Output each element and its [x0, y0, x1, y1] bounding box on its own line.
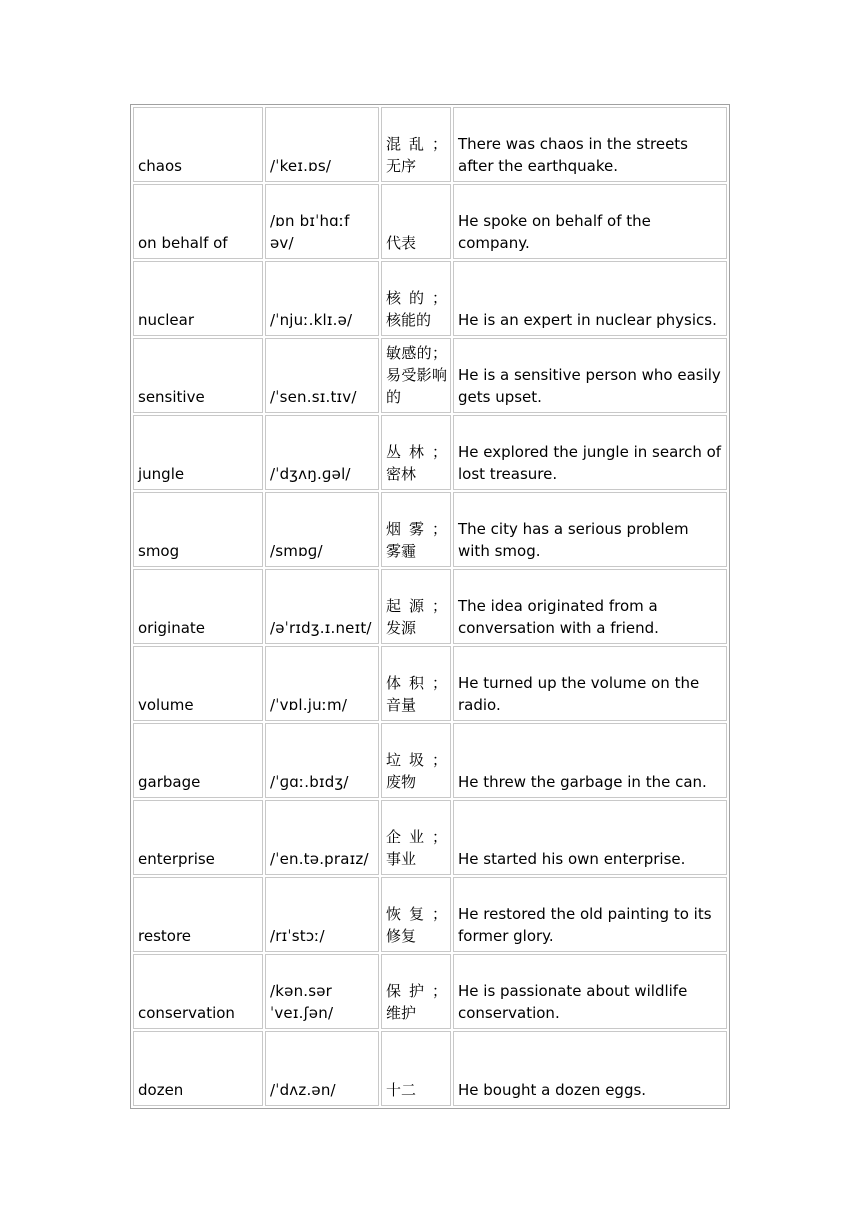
- pronunciation-cell: /ˈvɒl.juːm/: [265, 646, 379, 721]
- table-row: [133, 261, 727, 336]
- pronunciation-cell: /ˈdʒʌŋ.ɡəl/: [265, 415, 379, 490]
- example-cell: He is an expert in nuclear physics.: [453, 261, 727, 336]
- example-cell: He explored the jungle in search of lost treasure.: [453, 415, 727, 490]
- table-row: [133, 877, 727, 952]
- example-cell: He restored the old painting to its former glory.: [453, 877, 727, 952]
- word-cell: jungle: [133, 415, 263, 490]
- table-row: [133, 723, 727, 798]
- example-cell: He started his own enterprise.: [453, 800, 727, 875]
- word-cell: sensitive: [133, 338, 263, 413]
- pronunciation-cell: /əˈrɪdʒ.ɪ.neɪt/: [265, 569, 379, 644]
- meaning-cell: 丛林； 密林: [381, 415, 451, 490]
- table-row: [133, 492, 727, 567]
- meaning-cell: 恢复； 修复: [381, 877, 451, 952]
- table-row: [133, 569, 727, 644]
- example-cell: He bought a dozen eggs.: [453, 1031, 727, 1106]
- vocabulary-table: [130, 104, 730, 1109]
- table-row: [133, 415, 727, 490]
- word-cell: restore: [133, 877, 263, 952]
- meaning-cell: 烟雾； 雾霾: [381, 492, 451, 567]
- example-cell: He spoke on behalf of the company.: [453, 184, 727, 259]
- example-cell: The city has a serious problem with smog.: [453, 492, 727, 567]
- pronunciation-cell: /smɒɡ/: [265, 492, 379, 567]
- pronunciation-cell: /rɪˈstɔː/: [265, 877, 379, 952]
- pronunciation-cell: /ɒn bɪˈhɑːf əv/: [265, 184, 379, 259]
- meaning-cell: 代表: [381, 184, 451, 259]
- meaning-cell: 敏感的； 易受影响的: [381, 338, 451, 413]
- word-cell: nuclear: [133, 261, 263, 336]
- example-cell: He turned up the volume on the radio.: [453, 646, 727, 721]
- word-cell: smog: [133, 492, 263, 567]
- pronunciation-cell: /ˈnjuː.klɪ.ə/: [265, 261, 379, 336]
- table-row: [133, 107, 727, 182]
- meaning-cell: 核的； 核能的: [381, 261, 451, 336]
- meaning-cell: 企业； 事业: [381, 800, 451, 875]
- example-cell: He is a sensitive person who easily gets upset.: [453, 338, 727, 413]
- table-row: [133, 800, 727, 875]
- word-cell: on behalf of: [133, 184, 263, 259]
- word-cell: dozen: [133, 1031, 263, 1106]
- pronunciation-cell: /ˈɡɑː.bɪdʒ/: [265, 723, 379, 798]
- example-cell: He is passionate about wildlife conservation.: [453, 954, 727, 1029]
- meaning-cell: 保护； 维护: [381, 954, 451, 1029]
- pronunciation-cell: /ˈen.tə.praɪz/: [265, 800, 379, 875]
- word-cell: volume: [133, 646, 263, 721]
- table-row: [133, 184, 727, 259]
- meaning-cell: 起源； 发源: [381, 569, 451, 644]
- table-row: [133, 646, 727, 721]
- table-row: [133, 338, 727, 413]
- meaning-cell: 垃圾； 废物: [381, 723, 451, 798]
- word-cell: garbage: [133, 723, 263, 798]
- table-row: [133, 1031, 727, 1106]
- meaning-cell: 体积； 音量: [381, 646, 451, 721]
- word-cell: enterprise: [133, 800, 263, 875]
- pronunciation-cell: /ˈsen.sɪ.tɪv/: [265, 338, 379, 413]
- table-row: [133, 954, 727, 1029]
- example-cell: He threw the garbage in the can.: [453, 723, 727, 798]
- pronunciation-cell: /ˈkeɪ.ɒs/: [265, 107, 379, 182]
- pronunciation-cell: /ˈdʌz.ən/: [265, 1031, 379, 1106]
- example-cell: There was chaos in the streets after the earthquake.: [453, 107, 727, 182]
- example-cell: The idea originated from a conversation with a friend.: [453, 569, 727, 644]
- meaning-cell: 十二: [381, 1031, 451, 1106]
- word-cell: conservation: [133, 954, 263, 1029]
- meaning-cell: 混乱； 无序: [381, 107, 451, 182]
- word-cell: originate: [133, 569, 263, 644]
- pronunciation-cell: /kən.sərˈveɪ.ʃən/: [265, 954, 379, 1029]
- word-cell: chaos: [133, 107, 263, 182]
